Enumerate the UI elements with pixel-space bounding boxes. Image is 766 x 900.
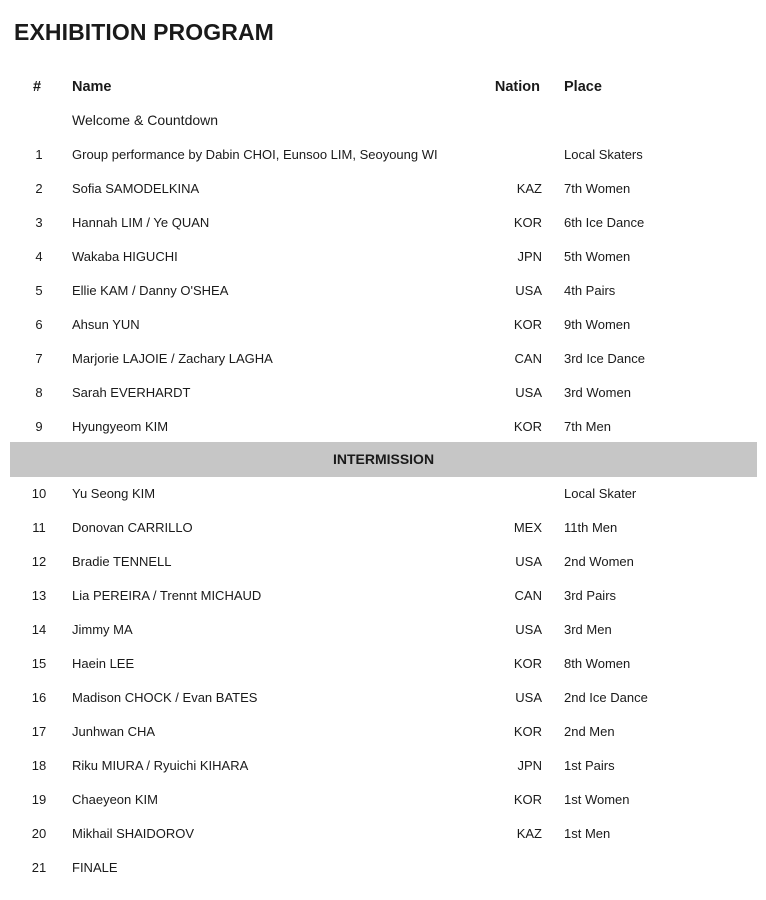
- row-name: Yu Seong KIM: [72, 486, 156, 501]
- row-nation: JPN: [517, 758, 542, 773]
- table-row: [0, 483, 766, 505]
- row-nation: JPN: [517, 249, 542, 264]
- column-header-number: #: [32, 79, 42, 95]
- row-number: 11: [32, 520, 46, 535]
- row-number: 14: [31, 622, 47, 637]
- row-nation: KOR: [513, 419, 542, 434]
- row-name: Riku MIURA / Ryuichi KIHARA: [72, 758, 249, 773]
- row-number: 21: [31, 860, 47, 875]
- table-row: [0, 619, 766, 641]
- row-place: 11th Men: [564, 520, 618, 535]
- row-nation: USA: [515, 690, 542, 705]
- row-number: 3: [35, 215, 43, 230]
- row-nation: KOR: [513, 215, 542, 230]
- row-name: Group performance by Dabin CHOI, Eunsoo LIM, Seoyoung WI: [72, 147, 438, 162]
- row-place: 2nd Men: [564, 724, 615, 739]
- row-name: Bradie TENNELL: [72, 554, 172, 569]
- row-name: Ahsun YUN: [72, 317, 140, 332]
- row-name: Chaeyeon KIM: [72, 792, 158, 807]
- row-place: Local Skaters: [564, 147, 643, 162]
- row-name: Hyungyeom KIM: [72, 419, 169, 434]
- row-name: Hannah LIM / Ye QUAN: [72, 215, 210, 230]
- row-number: 19: [31, 792, 47, 807]
- table-row: [0, 653, 766, 675]
- row-name: Marjorie LAJOIE / Zachary LAGHA: [72, 351, 273, 366]
- table-row: [0, 823, 766, 845]
- row-place: 3rd Pairs: [564, 588, 617, 603]
- row-place: 3rd Men: [564, 622, 612, 637]
- table-row: [0, 246, 766, 268]
- row-nation: USA: [515, 283, 542, 298]
- intermission-label: INTERMISSION: [332, 451, 435, 467]
- column-header-nation: Nation: [494, 79, 540, 95]
- row-place: Local Skater: [564, 486, 637, 501]
- page-title: EXHIBITION PROGRAM: [14, 19, 274, 45]
- row-name: Mikhail SHAIDOROV: [72, 826, 195, 841]
- row-nation: CAN: [514, 588, 542, 603]
- table-row: [0, 517, 766, 539]
- table-row: [0, 348, 766, 370]
- row-place: 7th Women: [564, 181, 631, 196]
- row-number: 7: [35, 351, 43, 366]
- welcome-row: [0, 109, 766, 131]
- table-row: [0, 212, 766, 234]
- table-row: [0, 314, 766, 336]
- row-place: 8th Women: [564, 656, 631, 671]
- table-row: [0, 416, 766, 438]
- row-nation: KOR: [513, 317, 542, 332]
- table-row: [0, 755, 766, 777]
- row-name: Ellie KAM / Danny O'SHEA: [72, 283, 229, 298]
- row-place: 1st Women: [564, 792, 630, 807]
- row-number: 5: [35, 283, 43, 298]
- row-number: 20: [31, 826, 47, 841]
- row-name: Wakaba HIGUCHI: [72, 249, 178, 264]
- row-number: 9: [35, 419, 43, 434]
- table-row: [0, 178, 766, 200]
- row-place: 2nd Women: [564, 554, 634, 569]
- row-place: 1st Pairs: [564, 758, 615, 773]
- row-place: 7th Men: [564, 419, 611, 434]
- row-place: 5th Women: [564, 249, 631, 264]
- table-row: [0, 585, 766, 607]
- row-place: 6th Ice Dance: [564, 215, 645, 230]
- row-place: 9th Women: [564, 317, 631, 332]
- row-name: Haein LEE: [72, 656, 135, 671]
- row-place: 4th Pairs: [564, 283, 616, 298]
- welcome-label: Welcome & Countdown: [72, 112, 219, 128]
- row-number: 13: [31, 588, 47, 603]
- row-name: Junhwan CHA: [72, 724, 156, 739]
- row-name: FINALE: [72, 860, 118, 875]
- table-row: [0, 382, 766, 404]
- row-nation: USA: [515, 622, 542, 637]
- row-nation: KOR: [513, 792, 542, 807]
- column-header-name: Name: [72, 79, 112, 95]
- table-row: [0, 687, 766, 709]
- table-row: [0, 280, 766, 302]
- table-header: [0, 76, 766, 98]
- row-place: 2nd Ice Dance: [564, 690, 648, 705]
- row-nation: KOR: [513, 724, 542, 739]
- table-row: [0, 144, 766, 166]
- row-nation: KAZ: [516, 826, 542, 841]
- row-place: 1st Men: [564, 826, 611, 841]
- table-row: [0, 551, 766, 573]
- row-number: 10: [31, 486, 47, 501]
- row-name: Madison CHOCK / Evan BATES: [72, 690, 258, 705]
- row-number: 12: [31, 554, 47, 569]
- table-row: [0, 721, 766, 743]
- row-number: 15: [31, 656, 47, 671]
- row-name: Sofia SAMODELKINA: [72, 181, 200, 196]
- row-number: 17: [31, 724, 47, 739]
- row-place: 3rd Women: [564, 385, 631, 400]
- row-number: 16: [31, 690, 47, 705]
- row-number: 1: [35, 147, 43, 162]
- row-name: Lia PEREIRA / Trennt MICHAUD: [72, 588, 262, 603]
- table-row: [0, 857, 766, 879]
- row-nation: USA: [515, 385, 542, 400]
- row-number: 8: [35, 385, 43, 400]
- row-name: Jimmy MA: [72, 622, 133, 637]
- row-nation: CAN: [514, 351, 542, 366]
- row-number: 4: [35, 249, 43, 264]
- row-number: 6: [35, 317, 43, 332]
- table-row: [0, 789, 766, 811]
- column-header-place: Place: [564, 79, 602, 95]
- row-number: 18: [31, 758, 47, 773]
- row-number: 2: [35, 181, 43, 196]
- row-nation: KAZ: [516, 181, 542, 196]
- row-name: Sarah EVERHARDT: [72, 385, 191, 400]
- intermission-bar: [10, 442, 757, 477]
- row-nation: MEX: [513, 520, 542, 535]
- row-place: 3rd Ice Dance: [564, 351, 645, 366]
- row-nation: KOR: [513, 656, 542, 671]
- row-nation: USA: [515, 554, 542, 569]
- row-name: Donovan CARRILLO: [72, 520, 193, 535]
